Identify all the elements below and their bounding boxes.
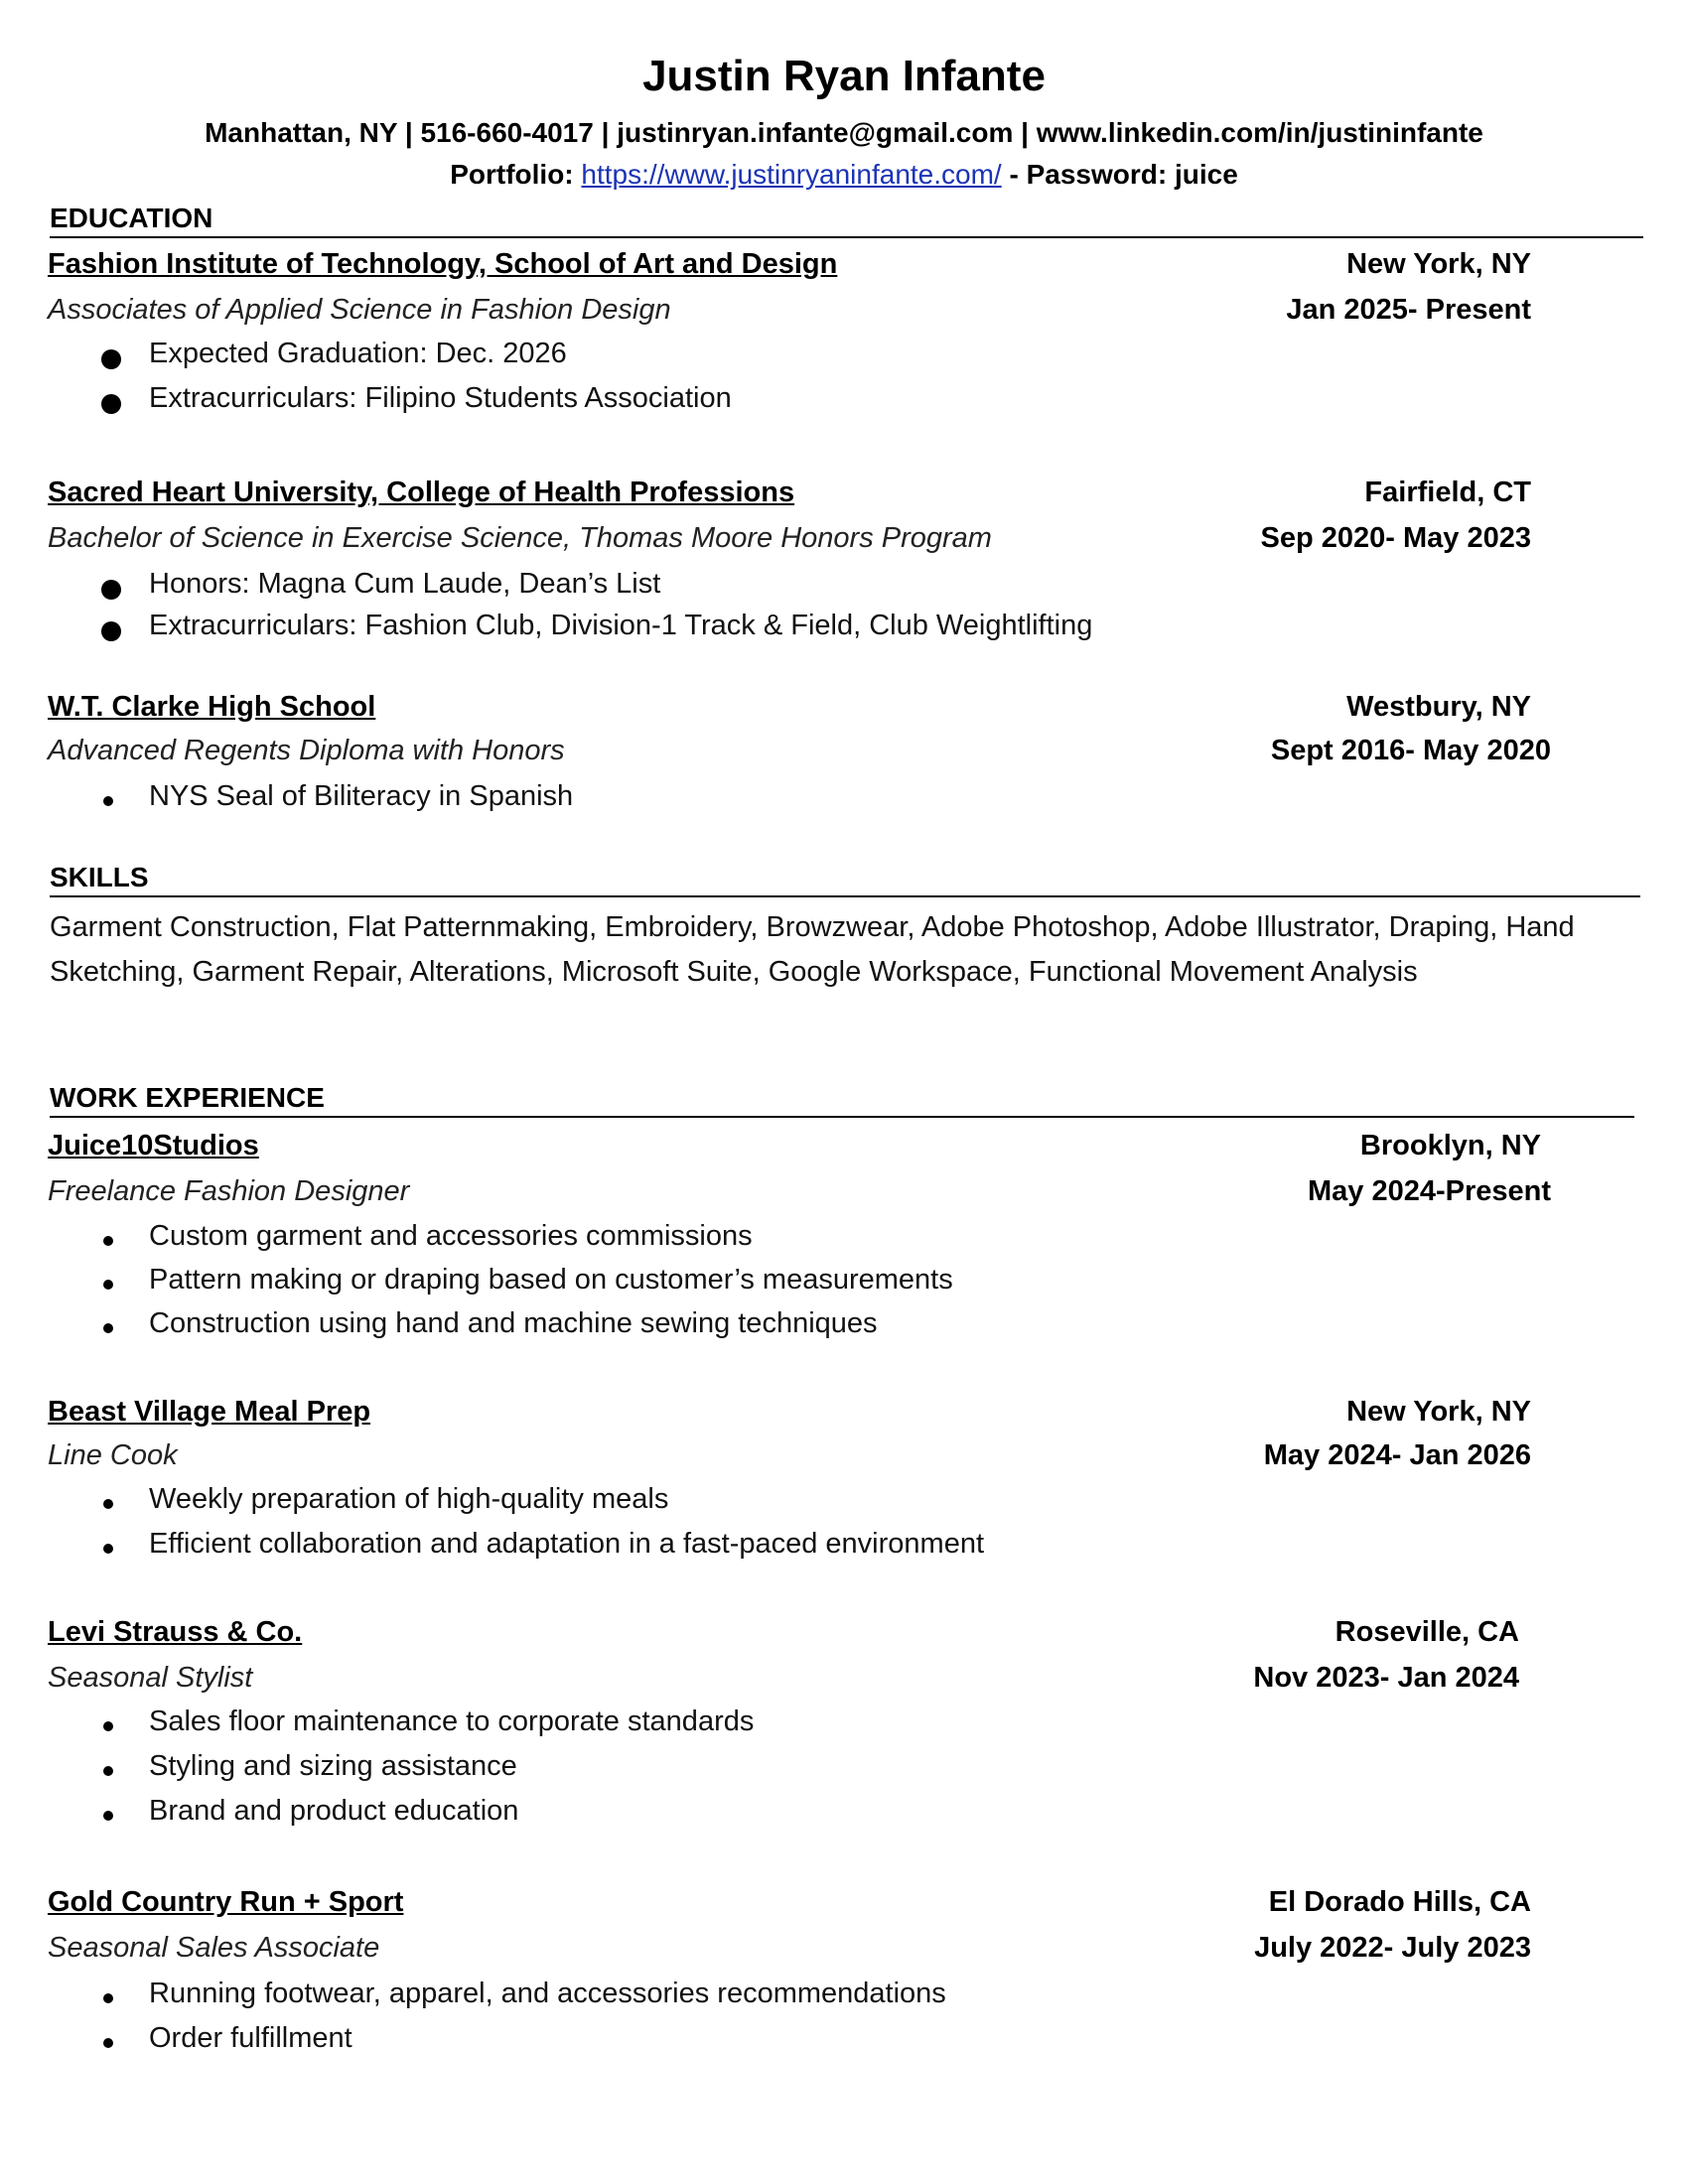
education-heading: EDUCATION — [50, 203, 1643, 238]
list-item: Extracurriculars: Fashion Club, Division-1 Track & Field, Club Weightlifting — [0, 610, 1092, 651]
education-location: Fairfield, CT — [1364, 477, 1531, 508]
resume-name: Justin Ryan Infante — [642, 52, 1046, 100]
education-degree: Bachelor of Science in Exercise Science, Thomas Moore Honors Program — [48, 522, 992, 554]
education-dates: Sept 2016- May 2020 — [1270, 735, 1551, 766]
work-location: Brooklyn, NY — [1359, 1130, 1541, 1161]
work-dates: Nov 2023- Jan 2024 — [1253, 1662, 1519, 1694]
education-org: Sacred Heart University, College of Health Professions — [48, 477, 795, 508]
work-bullets — [0, 1978, 946, 2067]
list-item: Brand and product education — [0, 1795, 754, 1840]
work-org: Gold Country Run + Sport — [48, 1886, 404, 1918]
portfolio-link[interactable]: https://www.justinryaninfante.com/ — [581, 159, 1002, 190]
portfolio-label: Portfolio: — [450, 159, 574, 190]
education-org: W.T. Clarke High School — [48, 691, 376, 723]
work-role: Line Cook — [48, 1439, 178, 1471]
work-dates: May 2024-Present — [1307, 1175, 1551, 1207]
work-bullets — [0, 1483, 984, 1572]
education-location: Westbury, NY — [1346, 691, 1531, 723]
education-degree: Associates of Applied Science in Fashion Design — [48, 294, 671, 326]
skills-heading: SKILLS — [50, 862, 1640, 897]
work-location: El Dorado Hills, CA — [1268, 1886, 1531, 1918]
education-bullets — [0, 568, 1092, 651]
work-location: Roseville, CA — [1335, 1616, 1519, 1648]
work-org: Juice10Studios — [48, 1130, 259, 1161]
list-item: Construction using hand and machine sewing techniques — [0, 1307, 953, 1351]
work-role: Seasonal Sales Associate — [48, 1932, 380, 1964]
list-item: Pattern making or draping based on customer’s measurements — [0, 1264, 953, 1307]
education-dates: Sep 2020- May 2023 — [1260, 522, 1531, 554]
skills-text: Garment Construction, Flat Patternmaking, Embroidery, Browzwear, Adobe Photoshop, Adobe Illustrator, Draping, Hand Sketching, Garment Repair, Alterations, Microsoft Suite, Google Workspace, Functional Movement Analysis — [50, 911, 1575, 988]
work-org: Levi Strauss & Co. — [48, 1616, 303, 1648]
education-org: Fashion Institute of Technology, School of Art and Design — [48, 248, 838, 280]
work-bullets — [0, 1220, 953, 1351]
list-item: Sales floor maintenance to corporate standards — [0, 1706, 754, 1750]
work-role: Freelance Fashion Designer — [48, 1175, 410, 1207]
contact-line: Manhattan, NY | 516-660-4017 | justinryan.infante@gmail.com | www.linkedin.com/in/justininfante — [205, 117, 1483, 148]
portfolio-line — [0, 159, 1688, 191]
work-heading: WORK EXPERIENCE — [50, 1082, 1634, 1118]
work-org: Beast Village Meal Prep — [48, 1396, 371, 1428]
work-bullets — [0, 1706, 754, 1840]
education-dates: Jan 2025- Present — [1286, 294, 1531, 326]
list-item: Extracurriculars: Filipino Students Association — [0, 382, 732, 427]
work-role: Seasonal Stylist — [48, 1662, 253, 1694]
list-item: Honors: Magna Cum Laude, Dean’s List — [0, 568, 1092, 610]
list-item: Custom garment and accessories commissions — [0, 1220, 953, 1264]
list-item: Expected Graduation: Dec. 2026 — [0, 338, 732, 382]
education-bullets — [0, 338, 732, 427]
list-item: Weekly preparation of high-quality meals — [0, 1483, 984, 1528]
portfolio-password: - Password: juice — [1001, 159, 1238, 190]
list-item: NYS Seal of Biliteracy in Spanish — [0, 780, 573, 824]
list-item: Efficient collaboration and adaptation in a fast-paced environment — [0, 1528, 984, 1572]
work-dates: May 2024- Jan 2026 — [1263, 1439, 1531, 1471]
education-degree: Advanced Regents Diploma with Honors — [48, 735, 565, 766]
education-bullets — [0, 780, 573, 824]
work-location: New York, NY — [1346, 1396, 1531, 1428]
list-item: Order fulfillment — [0, 2022, 946, 2067]
work-dates: July 2022- July 2023 — [1254, 1932, 1531, 1964]
list-item: Running footwear, apparel, and accessories recommendations — [0, 1978, 946, 2022]
education-location: New York, NY — [1346, 248, 1531, 280]
list-item: Styling and sizing assistance — [0, 1750, 754, 1795]
